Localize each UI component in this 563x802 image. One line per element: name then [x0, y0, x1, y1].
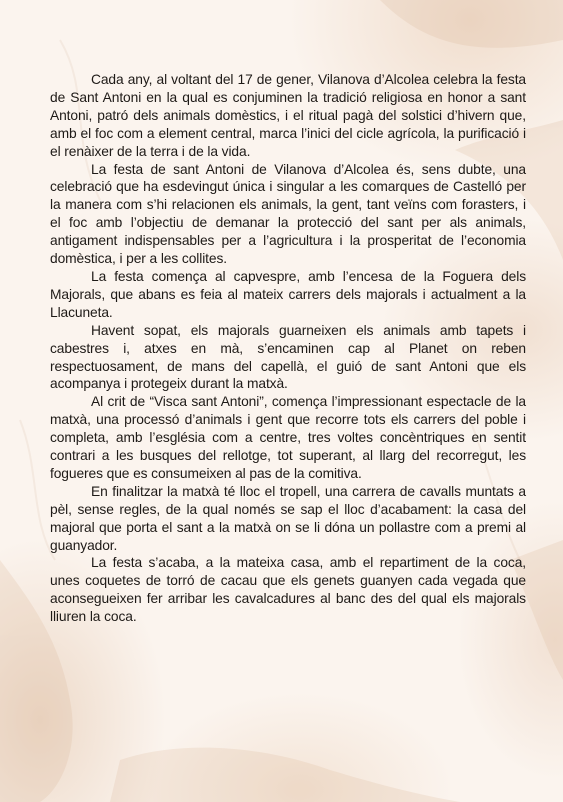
- article-body: [50, 71, 526, 626]
- paragraph-5: Al crit de “Visca sant Antoni”, comença l’impressionant espectacle de la matxà, una processó d’animals i gent que recorre tots els carrers del poble i completa, amb l’església com a centre, tres voltes concèntriques en sentit contrari a les busques del rellotge, tot superant, al llarg del recorregut, les fogueres que es consumeixen al pas de la comitiva.: [50, 394, 526, 481]
- paragraph-4: Havent sopat, els majorals guarneixen els animals amb tapets i cabestres i, atxes en mà, s’encaminen cap al Planet on reben respectuosament, de mans del capellà, el guió de sant Antoni que els acompanya i protegeix durant la matxà.: [50, 322, 526, 392]
- paragraph-7: La festa s’acaba, a la mateixa casa, amb el repartiment de la coca, unes coquetes de torró de cacau que els genets guanyen cada vegada que aconsegueixen fer arribar les cavalcadures al banc des del qual els majorals lliuren la coca.: [50, 555, 526, 625]
- paragraph-3: La festa comença al capvespre, amb l’encesa de la Foguera dels Majorals, que abans es feia al mateix carrers dels majorals i actualment a la Llacuneta.: [50, 268, 526, 320]
- paragraph-6: En finalitzar la matxà té lloc el tropell, una carrera de cavalls muntats a pèl, sense regles, de la qual només se sap el lloc d’acabament: la casa del majoral que porta el sant a la matxà on se li dóna un pollastre com a premi al guanyador.: [50, 483, 526, 553]
- paragraph-2: La festa de sant Antoni de Vilanova d’Alcolea és, sens dubte, una celebració que ha esdevingut única i singular a les comarques de Castelló per la manera com s’hi relacionen els animals, la gent, tant veïns com forasters, i el foc amb l’objectiu de demanar la protecció del sant per als animals, antigament indispensables per a l’agricultura i la prosperitat de l’economia domèstica, i per a les collites.: [50, 161, 526, 267]
- paragraph-1: Cada any, al voltant del 17 de gener, Vilanova d’Alcolea celebra la festa de Sant Antoni en la qual es conjuminen la tradició religiosa en honor a sant Antoni, patró dels animals domèstics, i el ritual pagà del solstici d’hivern que, amb el foc com a element central, marca l’inici del cicle agrícola, la purificació i el renàixer de la terra i de la vida.: [50, 72, 526, 159]
